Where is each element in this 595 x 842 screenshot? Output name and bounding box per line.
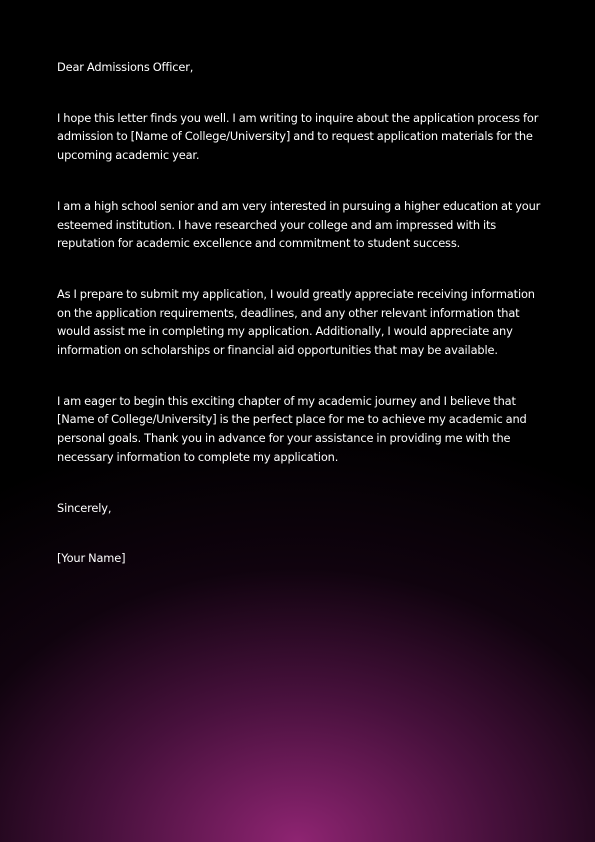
paragraph-3: As I prepare to submit my application, I would greatly appreciate receiving information on the application requirements, deadlines, and any other relevant information that would assist me in completing my application. Additionally, I would appreciate any information on scholarships or financial aid opportunities that may be available. <box>57 286 535 358</box>
paragraph-4: I am eager to begin this exciting chapter of my academic journey and I believe that [Name of College/University] is the perfect place for me to achieve my academic and personal goals. Thank you in advance for your assistance in providing me with the necessary information to complete my application. <box>57 393 527 464</box>
paragraph-2: I am a high school senior and am very interested in pursuing a higher education at your esteemed institution. I have researched your college and am impressed with its reputation for academic excellence and commitment to student success. <box>57 198 541 251</box>
letter-body <box>57 58 542 568</box>
salutation: Dear Admissions Officer, <box>57 60 194 74</box>
paragraph-1: I hope this letter finds you well. I am writing to inquire about the application process for admission to [Name of College/University] and to request application materials for the upcoming academic year. <box>57 110 539 163</box>
closing: Sincerely, <box>57 500 112 515</box>
signature: [Your Name] <box>57 551 126 566</box>
